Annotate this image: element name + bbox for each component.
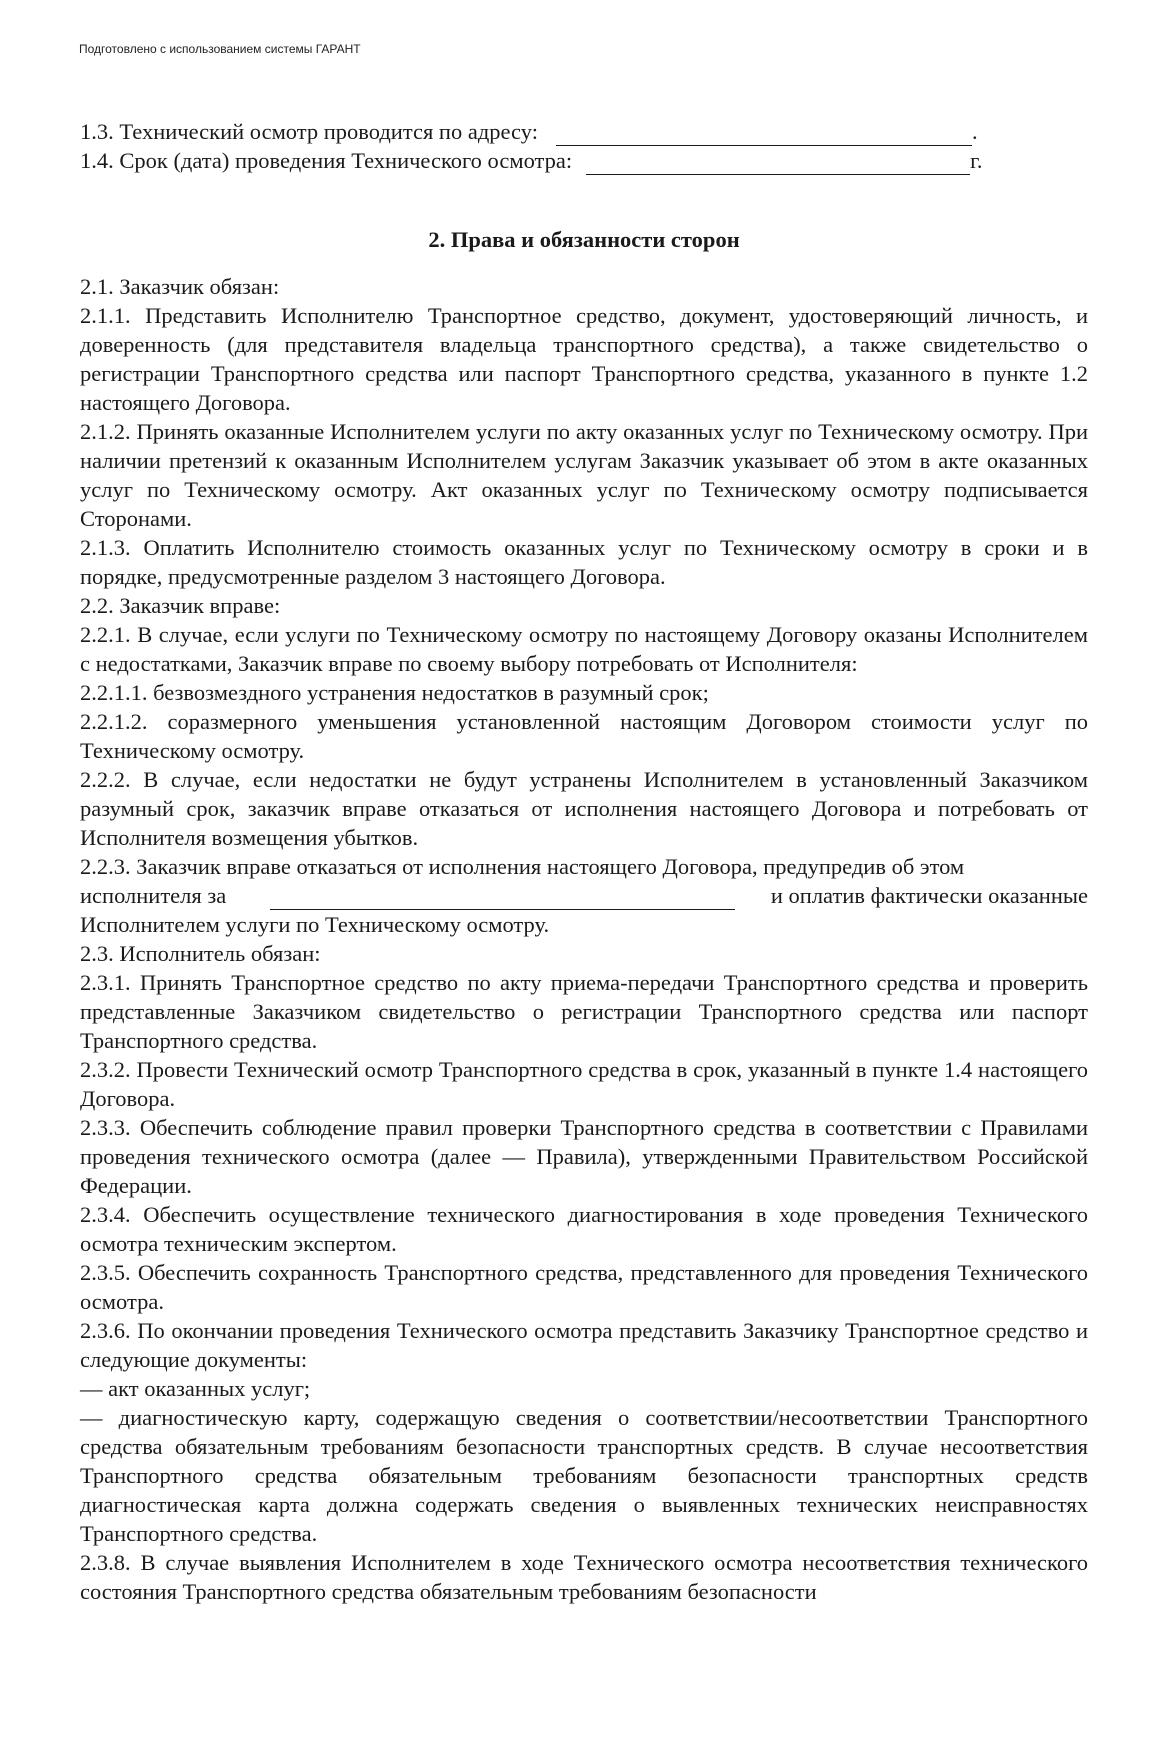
clause-2-3-8: 2.3.8. В случае выявления Исполнителем в ходе Технического осмотра несоответствия технического состояния Транспортного средства обязательным требованиям безопасности [80,1550,1088,1604]
date-end: г. [970,148,983,173]
clause-2-2-1-2: 2.2.1.2. соразмерного уменьшения установленной настоящим Договором стоимости услуг по Техническому осмотру. [80,709,1088,763]
clause-2-1: 2.1. Заказчик обязан: [80,274,280,299]
clause-2-1-2: 2.1.2. Принять оказанные Исполнителем услуги по акту оказанных услуг по Техническому осмотру. При наличии претензий к оказанным Исполнителем услугам Заказчик указывает об этом в акте оказанных услуг по Техническому осмотру. Акт оказанных услуг по Техническому осмотру подписывается Сторонами. [80,419,1088,531]
clause-2-3: 2.3. Исполнитель обязан: [80,941,321,966]
clause-2-2-2: 2.2.2. В случае, если недостатки не будут устранены Исполнителем в установленный Заказчиком разумный срок, заказчик вправе отказаться от исполнения настоящего Договора и потребовать от Исполнителя возмещения убытков. [80,767,1088,850]
document-list-item: — акт оказанных услуг; [80,1376,311,1401]
clause-2-3-5: 2.3.5. Обеспечить сохранность Транспортного средства, представленного для проведения Технического осмотра. [80,1260,1088,1314]
clause-2-3-4: 2.3.4. Обеспечить осуществление технического диагностирования в ходе проведения Технического осмотра техническим экспертом. [80,1202,1088,1256]
clause-2-3-3: 2.3.3. Обеспечить соблюдение правил проверки Транспортного средства в соответствии с Правилами проведения технического осмотра (далее — Правила), утвержденными Правительством Российской Федерации. [80,1115,1088,1198]
clause-2-3-2: 2.3.2. Провести Технический осмотр Транспортного средства в срок, указанный в пункте 1.4 настоящего Договора. [80,1057,1088,1111]
clause-2-1-1: 2.1.1. Представить Исполнителю Транспортное средство, документ, удостоверяющий личность, и доверенность (для представителя владельца транспортного средства), а также свидетельство о регистрации Транспортного средства или паспорт Транспортного средства, указанного в пункте 1.2 настоящего Договора. [80,303,1088,415]
notice-period-blank-line[interactable] [270,887,735,910]
date-label: 1.4. Срок (дата) проведения Технического осмотра: [80,148,573,173]
date-field-row [80,146,1088,175]
clause-2-2-3-line1: 2.2.3. Заказчик вправе отказаться от исполнения настоящего Договора, предупредив об этом [80,854,965,879]
clause-2-3-6: 2.3.6. По окончании проведения Технического осмотра представить Заказчику Транспортное средство и следующие документы: [80,1318,1088,1372]
address-field-row [80,117,1088,146]
page-header-note: Подготовлено с использованием системы ГАРАНТ [79,42,361,56]
document-list-item: — диагностическую карту, содержащую сведения о соответствии/несоответствии Транспортного средства обязательным требованиям безопасности транспортных средств. В случае несоответствия Транспортного средства обязательным требованиям безопасности транспортных средств диагностическая карта должна содержать сведения о выявленных технических неисправностях Транспортного средства. [80,1405,1088,1546]
clause-2-2-1: 2.2.1. В случае, если услуги по Техническому осмотру по настоящему Договору оказаны Исполнителем с недостатками, Заказчик вправе по своему выбору потребовать от Исполнителя: [80,622,1088,676]
clause-2-3-1: 2.3.1. Принять Транспортное средство по акту приема-передачи Транспортного средства и проверить представленные Заказчиком свидетельство о регистрации Транспортного средства или паспорт Транспортного средства. [80,970,1088,1053]
clause-2-2-3-line3: Исполнителем услуги по Техническому осмотру. [80,912,550,937]
clause-2-2: 2.2. Заказчик вправе: [80,593,281,618]
clause-2-2-1-1: 2.2.1.1. безвозмездного устранения недостатков в разумный срок; [80,680,709,705]
date-blank-line[interactable] [586,152,970,175]
clause-2-1-3: 2.1.3. Оплатить Исполнителю стоимость оказанных услуг по Техническому осмотру в сроки и в порядке, предусмотренные разделом 3 настоящего Договора. [80,535,1088,589]
address-label: 1.3. Технический осмотр проводится по адресу: [80,119,538,144]
section-title: 2. Права и обязанности сторон [428,227,740,252]
clause-2-2-3-prefix: исполнителя за [80,883,227,908]
address-blank-line[interactable] [556,123,972,146]
clause-2-2-3-suffix: и оплатив фактически оказанные [770,883,1088,908]
clause-2-2-3-field-row [80,881,1088,910]
address-end: . [971,119,978,144]
document-body [80,117,1088,1606]
